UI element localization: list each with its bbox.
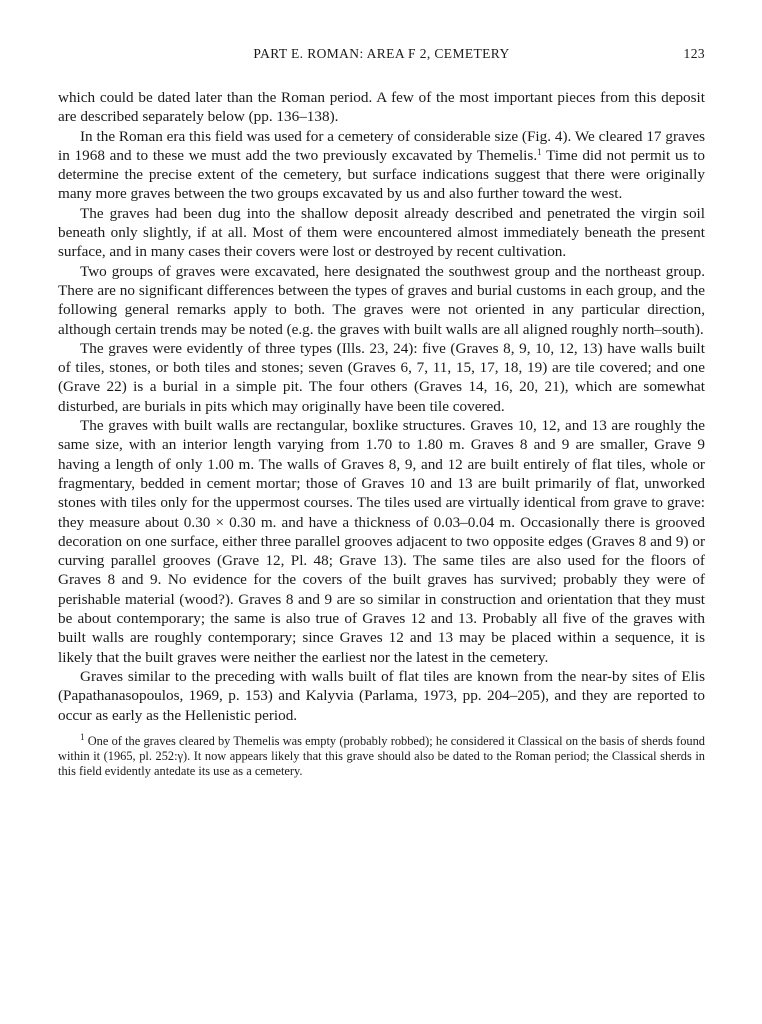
footnotes: [58, 731, 705, 779]
running-header: [58, 46, 705, 68]
body-text: [58, 88, 705, 725]
paragraph: The graves had been dug into the shallow deposit already described and penetrated the virgin soil beneath only slightly, if at all. Most of them were encountered almost immediately beneath the present surface, and in many cases their covers were lost or destroyed by recent cultivation.: [58, 204, 705, 261]
paragraph-text: In the Roman era this field was used for a cemetery of considerable size (Fig. 4). We cleared 17 graves in 1968 and to these we must add the two previously excavated by Themelis.: [58, 127, 705, 164]
paragraph: [58, 127, 705, 204]
footnote-reference[interactable]: 1: [537, 146, 542, 157]
running-title: PART E. ROMAN: AREA F 2, CEMETERY: [253, 46, 510, 61]
paragraph: The graves with built walls are rectangular, boxlike structures. Graves 10, 12, and 13 are roughly the same size, with an interior length varying from 1.70 to 1.80 m. Graves 8 and 9 are smaller, Grave 9 having a length of only 1.00 m. The walls of Graves 8, 9, and 12 are built entirely of flat tiles, whole or fragmentary, bedded in cement mortar; those of Graves 10 and 13 are built primarily of flat, unworked stones with tiles only for the uppermost courses. The tiles used are virtually identical from grave to grave: they measure about 0.30 × 0.30 m. and have a thickness of 0.03–0.04 m. Occasionally there is grooved decoration on one surface, either three parallel grooves adjacent to two opposite edges (Graves 8 and 9) or curving parallel grooves (Grave 12, Pl. 48; Grave 13). The same tiles are also used for the floors of Graves 8 and 9. No evidence for the covers of the built graves has survived; probably they were of perishable material (wood?). Graves 8 and 9 are so similar in construction and orientation that they must be about contemporary; the same is also true of Graves 12 and 13. Probably all five of the graves with built walls are roughly contemporary; since Graves 12 and 13 may be placed within a sequence, it is likely that the built graves were neither the earliest nor the latest in the cemetery.: [58, 417, 705, 666]
paragraph: Two groups of graves were excavated, here designated the southwest group and the northeast group. There are no significant differences between the types of graves and burial customs in each group, and the following general remarks apply to both. The graves were not oriented in any particular direction, although certain trends may be noted (e.g. the graves with built walls are all aligned roughly north–south).: [58, 262, 705, 338]
footnote-marker: 1: [80, 731, 85, 742]
paragraph: Graves similar to the preceding with walls built of flat tiles are known from the near-by sites of Elis (Papathanasopoulos, 1969, p. 153) and Kalyvia (Parlama, 1973, pp. 204–205), and they are reported to occur as early as the Hellenistic period.: [58, 667, 705, 724]
page-number: 123: [683, 46, 705, 61]
paragraph: The graves were evidently of three types (Ills. 23, 24): five (Graves 8, 9, 10, 12, 13) have walls built of tiles, stones, or both tiles and stones; seven (Graves 6, 7, 11, 15, 17, 18, 19) are tile covered; and one (Grave 22) is a burial in a simple pit. The four others (Graves 14, 16, 20, 21), which are somewhat disturbed, are burials in pits which may originally have been tile covered.: [58, 339, 705, 415]
footnote-text: One of the graves cleared by Themelis was empty (probably robbed); he considered it Classical on the basis of sherds found within it (1965, pl. 252:γ). It now appears likely that this grave should also be dated to the Roman period; the Classical sherds in this field evidently antedate its use as a cemetery.: [58, 733, 705, 778]
document-page: [58, 46, 705, 779]
paragraph-text-continued: Time did not permit us to determine the precise extent of the cemetery, but surface indications suggest that there were originally many more graves between the two groups excavated by us and also further toward the west.: [58, 146, 705, 203]
footnote: [58, 731, 705, 779]
paragraph: which could be dated later than the Roman period. A few of the most important pieces from this deposit are described separately below (pp. 136–138).: [58, 89, 705, 126]
